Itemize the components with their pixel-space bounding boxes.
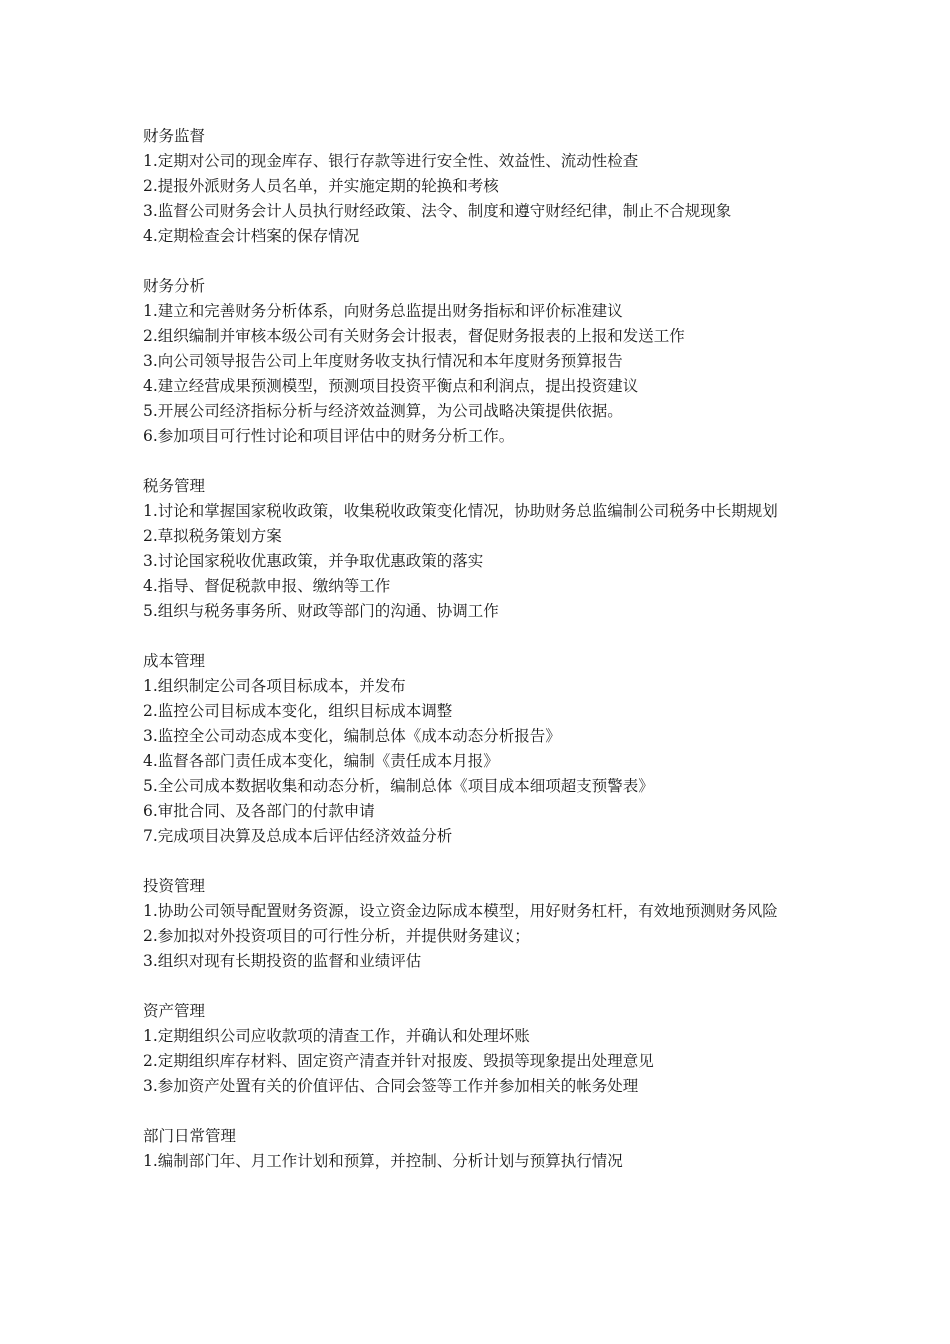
list-item: 2.监控公司目标成本变化，组织目标成本调整 <box>143 702 453 720</box>
list-item: 5.全公司成本数据收集和动态分析，编制总体《项目成本细项超支预警表》 <box>143 777 654 795</box>
list-item: 2.草拟税务策划方案 <box>143 527 282 545</box>
list-item: 6.审批合同、及各部门的付款申请 <box>143 802 375 820</box>
list-item: 3.向公司领导报告公司上年度财务收支执行情况和本年度财务预算报告 <box>143 352 623 370</box>
list-item: 3.组织对现有长期投资的监督和业绩评估 <box>143 952 422 970</box>
list-item: 7.完成项目决算及总成本后评估经济效益分析 <box>143 827 453 845</box>
section-title: 部门日常管理 <box>143 1127 237 1145</box>
list-item: 1.讨论和掌握国家税收政策，收集税收政策变化情况，协助财务总监编制公司税务中长期规划 <box>143 502 778 520</box>
list-item: 3.讨论国家税收优惠政策，并争取优惠政策的落实 <box>143 552 484 570</box>
list-item: 3.监控全公司动态成本变化，编制总体《成本动态分析报告》 <box>143 727 561 745</box>
list-item: 1.组织制定公司各项目标成本，并发布 <box>143 677 406 695</box>
document-body <box>143 124 813 1199</box>
section-financial-supervision <box>143 124 813 249</box>
section-financial-analysis <box>143 274 813 449</box>
section-department-daily-management <box>143 1124 813 1174</box>
section-tax-management <box>143 474 813 624</box>
section-title: 投资管理 <box>143 877 206 895</box>
list-item: 3.参加资产处置有关的价值评估、合同会签等工作并参加相关的帐务处理 <box>143 1077 639 1095</box>
list-item: 4.监督各部门责任成本变化，编制《责任成本月报》 <box>143 752 499 770</box>
section-title: 财务分析 <box>143 277 206 295</box>
list-item: 4.定期检查会计档案的保存情况 <box>143 227 360 245</box>
section-asset-management <box>143 999 813 1099</box>
list-item: 4.指导、督促税款申报、缴纳等工作 <box>143 577 391 595</box>
section-title: 财务监督 <box>143 127 206 145</box>
list-item: 5.开展公司经济指标分析与经济效益测算，为公司战略决策提供依据。 <box>143 402 623 420</box>
list-item: 1.定期对公司的现金库存、银行存款等进行安全性、效益性、流动性检查 <box>143 152 639 170</box>
section-title: 税务管理 <box>143 477 206 495</box>
section-title: 成本管理 <box>143 652 206 670</box>
list-item: 4.建立经营成果预测模型，预测项目投资平衡点和利润点，提出投资建议 <box>143 377 639 395</box>
section-cost-management <box>143 649 813 849</box>
list-item: 3.监督公司财务会计人员执行财经政策、法令、制度和遵守财经纪律，制止不合规现象 <box>143 202 732 220</box>
list-item: 2.提报外派财务人员名单，并实施定期的轮换和考核 <box>143 177 499 195</box>
section-title: 资产管理 <box>143 1002 206 1020</box>
list-item: 1.协助公司领导配置财务资源，设立资金边际成本模型，用好财务杠杆，有效地预测财务风险 <box>143 902 778 920</box>
list-item: 5.组织与税务事务所、财政等部门的沟通、协调工作 <box>143 602 499 620</box>
list-item: 1.建立和完善财务分析体系，向财务总监提出财务指标和评价标准建议 <box>143 302 623 320</box>
list-item: 2.定期组织库存材料、固定资产清查并针对报废、毁损等现象提出处理意见 <box>143 1052 654 1070</box>
list-item: 2.组织编制并审核本级公司有关财务会计报表，督促财务报表的上报和发送工作 <box>143 327 685 345</box>
section-investment-management <box>143 874 813 974</box>
list-item: 6.参加项目可行性讨论和项目评估中的财务分析工作。 <box>143 427 515 445</box>
list-item: 1.编制部门年、月工作计划和预算，并控制、分析计划与预算执行情况 <box>143 1152 623 1170</box>
list-item: 2.参加拟对外投资项目的可行性分析，并提供财务建议； <box>143 927 530 945</box>
list-item: 1.定期组织公司应收款项的清查工作，并确认和处理坏账 <box>143 1027 530 1045</box>
